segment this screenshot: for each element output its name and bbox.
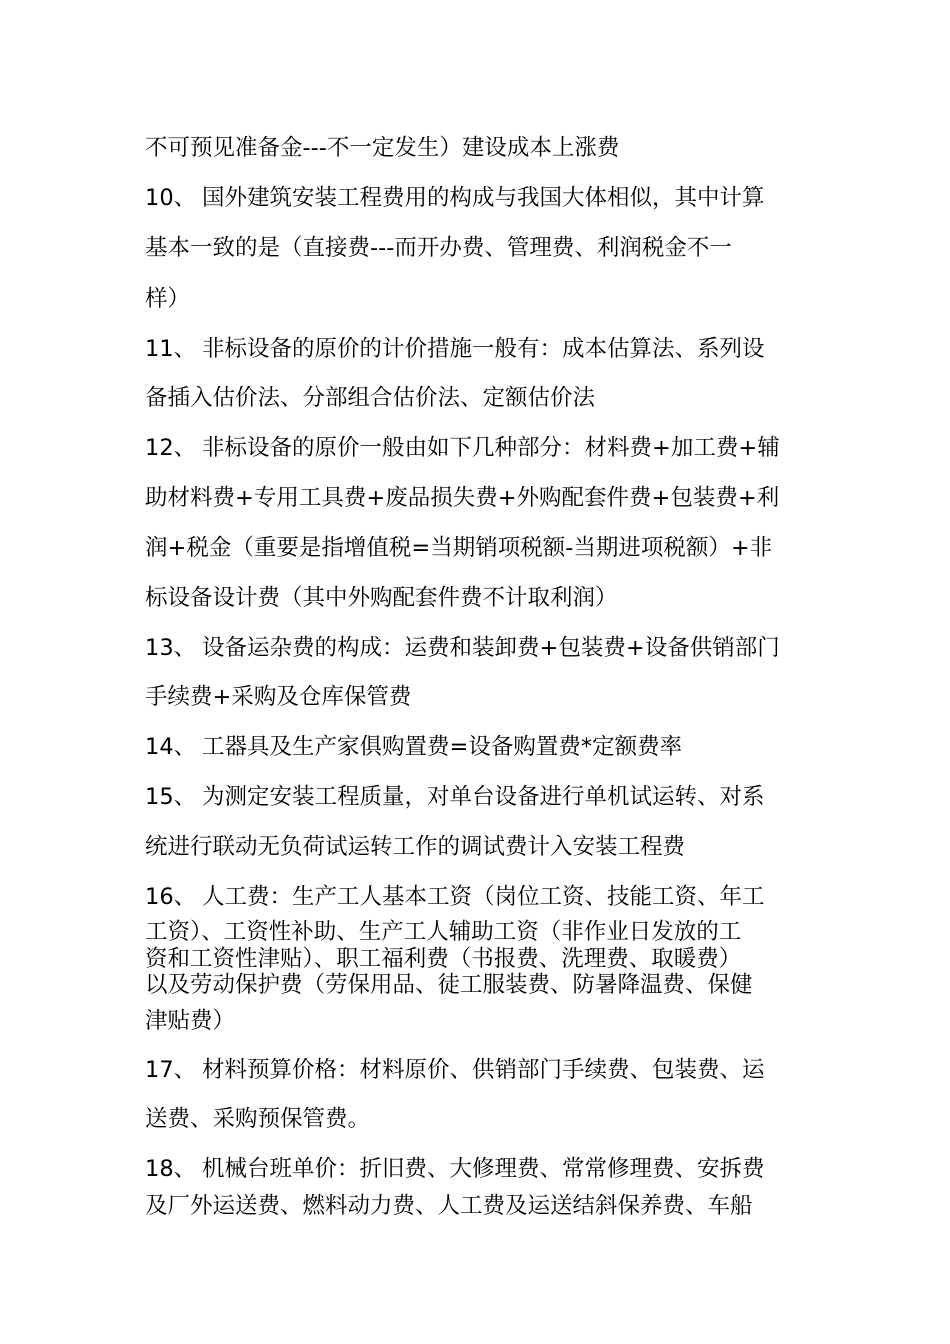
item-13-line: 手续费+采购及仓库保管费	[145, 684, 412, 710]
item-number: 14、	[145, 734, 197, 760]
item-number: 12、	[145, 435, 197, 461]
item-10-first-line	[145, 183, 765, 213]
item-11-first-line	[145, 334, 765, 364]
item-16-line: 资和工资性津贴）、职工福利费（书报费、洗理费、取暖费）	[145, 946, 742, 972]
item-text: 设备运杂费的构成：运费和装卸费+包装费+设备供销部门	[202, 635, 780, 661]
item-18-line: 及厂外运送费、燃料动力费、人工费及运送结斜保养费、车船	[145, 1193, 753, 1219]
item-number: 17、	[145, 1057, 197, 1083]
item-text: 机械台班单价：折旧费、大修理费、常常修理费、安拆费	[202, 1156, 765, 1182]
item-text: 非标设备的原价一般由如下几种部分：材料费+加工费+辅	[202, 435, 780, 461]
item-text: 人工费：生产工人基本工资（岗位工资、技能工资、年工	[202, 884, 765, 910]
item-text: 国外建筑安装工程费用的构成与我国大体相似，其中计算	[202, 185, 765, 211]
item-text: 材料预算价格：材料原价、供销部门手续费、包装费、运	[202, 1057, 765, 1083]
item-12-line: 润+税金（重要是指增值税=当期销项税额-当期进项税额）+非	[145, 535, 773, 561]
item-number: 11、	[145, 336, 197, 362]
item-13-first-line	[145, 633, 780, 663]
item-15-line: 统进行联动无负荷试运转工作的调试费计入安装工程费	[145, 834, 686, 860]
item-number: 15、	[145, 784, 197, 810]
item-12-first-line	[145, 433, 780, 463]
item-text: 为测定安装工程质量，对单台设备进行单机试运转、对系	[202, 784, 765, 810]
item-15-first-line	[145, 782, 765, 812]
item-number: 13、	[145, 635, 197, 661]
item-number: 16、	[145, 884, 197, 910]
item-17-line: 送费、采购预保管费。	[145, 1106, 371, 1132]
item-16-line: 津贴费）	[145, 1008, 236, 1034]
item-16-line: 工资）、工资性补助、生产工人辅助工资（非作业日发放的工	[145, 919, 742, 945]
item-10-line: 基本一致的是（直接费---而开办费、管理费、利润税金不一	[145, 235, 732, 261]
item-12-line: 助材料费+专用工具费+废品损失费+外购配套件费+包装费+利	[145, 485, 780, 511]
item-16-first-line	[145, 882, 765, 912]
item-12-line: 标设备设计费（其中外购配套件费不计取利润）	[145, 585, 618, 611]
item-14-first-line	[145, 732, 682, 762]
item-text: 非标设备的原价的计价措施一般有：成本估算法、系列设	[202, 336, 765, 362]
item-16-line: 以及劳动保护费（劳保用品、徒工服装费、防暑降温费、保健	[145, 972, 753, 998]
item-text: 工器具及生产家俱购置费=设备购置费*定额费率	[202, 734, 683, 760]
item-11-line: 备插入估价法、分部组合估价法、定额估价法	[145, 385, 596, 411]
continuation-line: 不可预见准备金---不一定发生）建设成本上涨费	[145, 135, 620, 161]
item-number: 18、	[145, 1156, 197, 1182]
item-18-first-line	[145, 1154, 765, 1184]
item-17-first-line	[145, 1055, 765, 1085]
item-number: 10、	[145, 185, 197, 211]
item-10-line: 样）	[145, 286, 191, 312]
